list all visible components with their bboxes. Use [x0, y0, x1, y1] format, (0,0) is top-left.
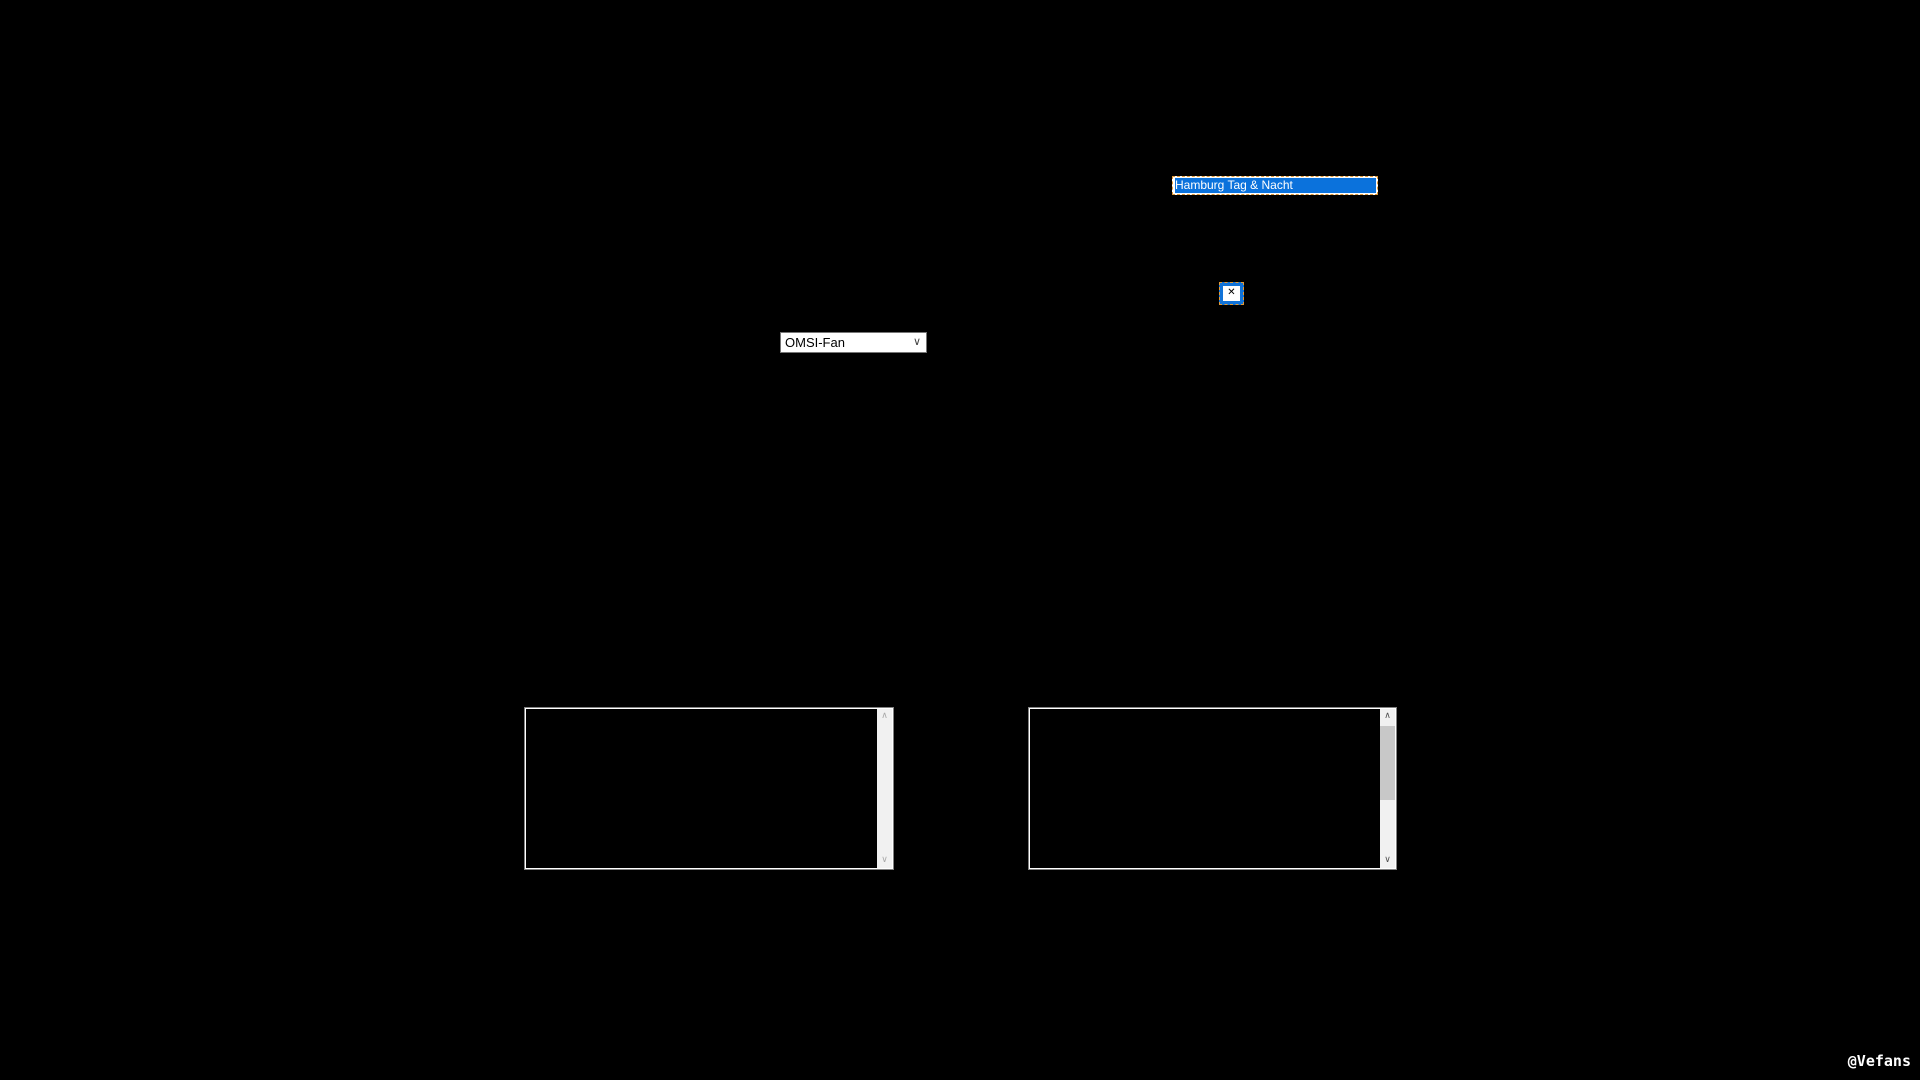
broken-image-icon[interactable] [1219, 282, 1244, 305]
right-listbox[interactable] [1029, 708, 1396, 869]
scroll-down-arrow-icon[interactable]: ∨ [1384, 855, 1391, 865]
map-name-field[interactable] [1172, 176, 1378, 195]
scroll-down-arrow-icon[interactable]: ∨ [881, 855, 888, 865]
broken-image-x-glyph: ✕ [1223, 286, 1240, 301]
left-scrollbar[interactable] [877, 709, 892, 868]
chevron-down-icon: ∨ [912, 336, 921, 348]
right-listbox-content[interactable] [1030, 709, 1380, 868]
left-listbox-content[interactable] [526, 709, 877, 868]
map-name-selected-text: Hamburg Tag & Nacht [1175, 178, 1376, 193]
left-scrollbar-track[interactable] [877, 724, 892, 853]
scroll-up-arrow-icon[interactable]: ∧ [881, 711, 888, 721]
dropdown-selected-value: OMSI-Fan [785, 335, 845, 350]
right-scrollbar[interactable] [1380, 709, 1395, 868]
map-dropdown[interactable] [780, 332, 927, 353]
left-listbox[interactable] [525, 708, 893, 869]
right-scrollbar-track[interactable] [1380, 724, 1395, 853]
watermark: @Vefans [1847, 1052, 1911, 1070]
scroll-up-arrow-icon[interactable]: ∧ [1384, 711, 1391, 721]
scrollbar-thumb[interactable] [1380, 726, 1395, 800]
